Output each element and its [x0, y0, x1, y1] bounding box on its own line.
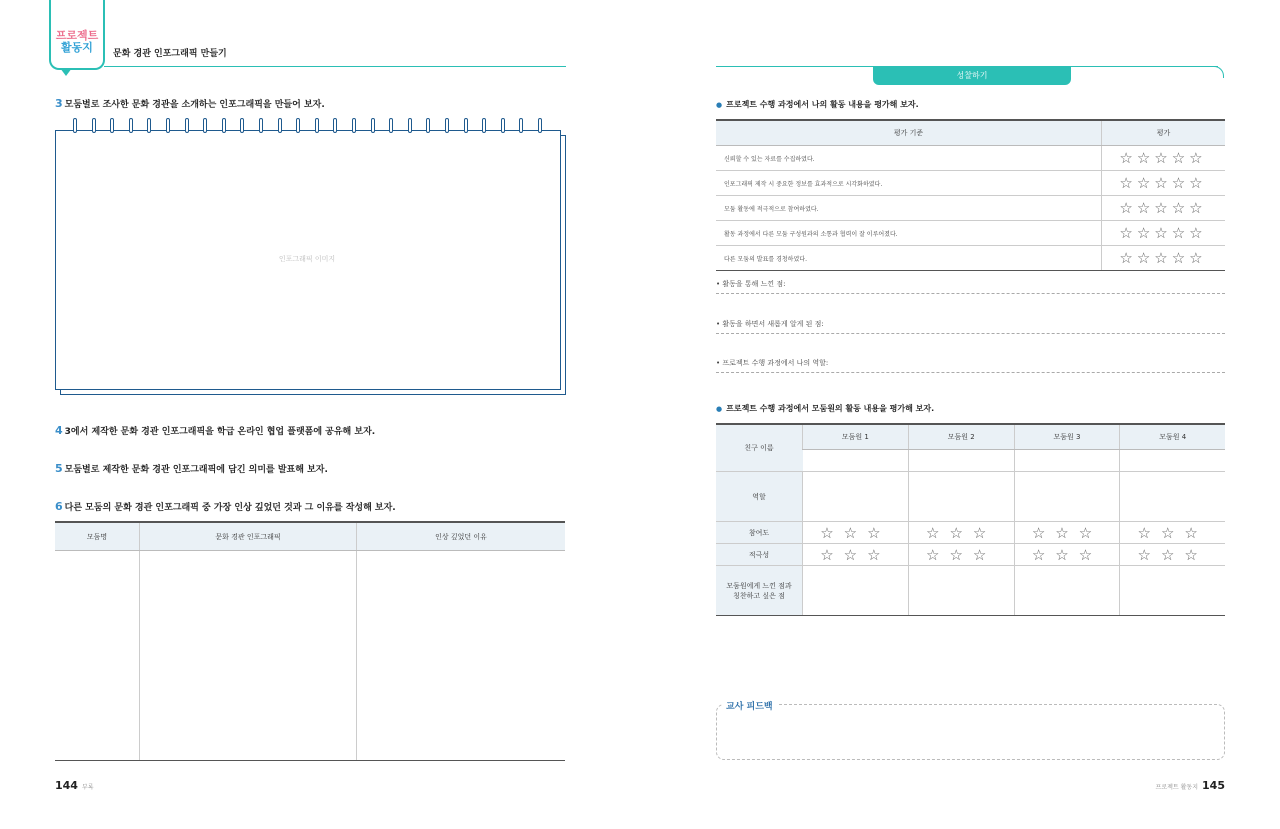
spiral-ring — [426, 118, 430, 133]
badge-tail — [60, 68, 72, 76]
notebook-placeholder: 인포그래픽 이미지 — [278, 255, 336, 263]
page-number-right-value: 145 — [1202, 779, 1225, 792]
badge-line1: 프로젝트 — [55, 29, 99, 42]
row-header-role: 역할 — [716, 472, 803, 522]
role-cell[interactable] — [908, 472, 1014, 522]
member-header-4: 모둠원 4 — [1120, 424, 1225, 450]
spiral-ring — [222, 118, 226, 133]
row-header-active: 적극성 — [716, 544, 803, 566]
criteria-row — [716, 146, 1225, 171]
friend-name-cell[interactable] — [1120, 450, 1225, 472]
criteria-text: 신뢰할 수 있는 자료를 수집하였다. — [716, 146, 1102, 171]
feedback-cell[interactable] — [908, 566, 1014, 616]
criteria-row — [716, 221, 1225, 246]
table6-cell-reason[interactable] — [357, 551, 566, 761]
teacher-feedback-title: 교사 피드백 — [722, 699, 777, 712]
spiral-ring — [203, 118, 207, 133]
question-6-number: 6 — [55, 500, 63, 513]
spiral-ring — [482, 118, 486, 133]
page-label-right: 프로젝트 활동지 — [1155, 784, 1199, 791]
participation-stars[interactable]: ☆☆☆ — [1120, 522, 1225, 544]
active-stars[interactable]: ☆☆☆ — [908, 544, 1014, 566]
spiral-ring — [185, 118, 189, 133]
question-6-text: 다른 모둠의 문화 경관 인포그래픽 중 가장 인상 깊었던 것과 그 이유를 작성해 보자. — [64, 503, 396, 513]
question-5-number: 5 — [55, 462, 63, 475]
active-stars[interactable]: ☆☆☆ — [1014, 544, 1120, 566]
table1-header-criteria: 평가 기준 — [716, 120, 1102, 146]
rating-stars[interactable]: ☆☆☆☆☆ — [1102, 196, 1226, 221]
active-stars[interactable]: ☆☆☆ — [1120, 544, 1225, 566]
table6-header-reason: 인상 깊었던 이유 — [357, 522, 566, 551]
spiral-ring — [92, 118, 96, 133]
participation-stars[interactable]: ☆☆☆ — [803, 522, 909, 544]
question-5 — [55, 462, 328, 475]
question-6 — [55, 500, 396, 513]
spiral-ring — [240, 118, 244, 133]
criteria-row — [716, 171, 1225, 196]
spiral-ring — [371, 118, 375, 133]
spiral-ring — [166, 118, 170, 133]
friend-name-cell[interactable] — [908, 450, 1014, 472]
feedback-cell[interactable] — [803, 566, 909, 616]
table1-header-rating: 평가 — [1102, 120, 1226, 146]
peer-evaluation-table — [716, 423, 1225, 616]
active-stars[interactable]: ☆☆☆ — [803, 544, 909, 566]
activity-badge — [49, 0, 105, 70]
spiral-ring — [315, 118, 319, 133]
row-header-feedback — [716, 566, 803, 616]
spiral-ring — [110, 118, 114, 133]
criteria-text: 인포그래픽 제작 시 중요한 정보를 효과적으로 시각화하였다. — [716, 171, 1102, 196]
page-number-right — [1156, 779, 1225, 792]
table6-header-infographic: 문화 경관 인포그래픽 — [140, 522, 357, 551]
spiral-ring — [129, 118, 133, 133]
question-3-number: 3 — [55, 97, 63, 110]
table6-cell-group[interactable] — [55, 551, 140, 761]
spiral-ring — [259, 118, 263, 133]
table6-header-group: 모둠명 — [55, 522, 140, 551]
member-header-3: 모둠원 3 — [1014, 424, 1120, 450]
table6-cell-infographic[interactable] — [140, 551, 357, 761]
question-3 — [55, 97, 325, 110]
criteria-row — [716, 246, 1225, 271]
question-4-text: 3에서 제작한 문화 경관 인포그래픽을 학급 온라인 협업 플랫폼에 공유해 보자. — [64, 427, 376, 437]
rating-stars[interactable]: ☆☆☆☆☆ — [1102, 171, 1226, 196]
spiral-ring — [445, 118, 449, 133]
feedback-cell[interactable] — [1014, 566, 1120, 616]
question-4-number: 4 — [55, 424, 63, 437]
spiral-ring — [73, 118, 77, 133]
header-divider — [104, 66, 566, 67]
feedback-cell[interactable] — [1120, 566, 1225, 616]
spiral-ring — [538, 118, 542, 133]
reflection-felt[interactable]: • 활동을 통해 느낀 점: — [716, 279, 1225, 294]
page-number-left-value: 144 — [55, 779, 78, 792]
spiral-ring — [352, 118, 356, 133]
role-cell[interactable] — [1120, 472, 1225, 522]
self-evaluation-table — [716, 119, 1225, 271]
member-header-2: 모둠원 2 — [908, 424, 1014, 450]
spiral-ring — [519, 118, 523, 133]
row-header-feedback-line2: 칭찬하고 싶은 점 — [733, 591, 785, 600]
role-cell[interactable] — [1014, 472, 1120, 522]
spiral-ring — [296, 118, 300, 133]
page-title: 문화 경관 인포그래픽 만들기 — [113, 49, 227, 59]
reflection-role[interactable]: • 프로젝트 수행 과정에서 나의 역할: — [716, 358, 1225, 373]
spiral-ring — [147, 118, 151, 133]
spiral-ring — [464, 118, 468, 133]
member-header-1: 모둠원 1 — [803, 424, 909, 450]
criteria-text: 모둠 활동에 적극적으로 참여하였다. — [716, 196, 1102, 221]
participation-stars[interactable]: ☆☆☆ — [908, 522, 1014, 544]
friend-name-cell[interactable] — [1014, 450, 1120, 472]
question-5-text: 모둠별로 제작한 문화 경관 인포그래픽에 담긴 의미를 발표해 보자. — [64, 465, 328, 475]
spiral-ring — [333, 118, 337, 133]
criteria-text: 활동 과정에서 다른 모둠 구성원과의 소통과 협력이 잘 이루어졌다. — [716, 221, 1102, 246]
page-number-left — [55, 779, 94, 792]
rating-stars[interactable]: ☆☆☆☆☆ — [1102, 146, 1226, 171]
question-3-text: 모둠별로 조사한 문화 경관을 소개하는 인포그래픽을 만들어 보자. — [64, 100, 325, 110]
row-header-feedback-line1: 모둠원에게 느낀 점과 — [726, 581, 792, 590]
badge-line2: 활동지 — [61, 41, 93, 54]
section-peer-evaluation: ● 프로젝트 수행 과정에서 모둠원의 활동 내용을 평가해 보자. — [716, 403, 934, 414]
criteria-text: 다른 모둠의 발표를 경청하였다. — [716, 246, 1102, 271]
spiral-ring — [501, 118, 505, 133]
page-label-left: 부록 — [81, 784, 94, 791]
spiral-ring — [389, 118, 393, 133]
participation-stars[interactable]: ☆☆☆ — [1014, 522, 1120, 544]
criteria-row — [716, 196, 1225, 221]
spiral-ring — [408, 118, 412, 133]
impression-table — [55, 521, 565, 761]
question-4 — [55, 424, 375, 437]
friend-name-cell[interactable] — [803, 450, 909, 472]
teacher-feedback-box[interactable] — [716, 704, 1225, 760]
rating-stars[interactable]: ☆☆☆☆☆ — [1102, 246, 1226, 271]
row-header-friend: 친구 이름 — [716, 424, 803, 472]
row-header-participation: 참여도 — [716, 522, 803, 544]
rating-stars[interactable]: ☆☆☆☆☆ — [1102, 221, 1226, 246]
right-header-corner — [1212, 66, 1224, 78]
reflection-learned[interactable]: • 활동을 하면서 새롭게 알게 된 점: — [716, 319, 1225, 334]
reflection-tab: 성찰하기 — [873, 66, 1071, 85]
section-self-evaluation: ● 프로젝트 수행 과정에서 나의 활동 내용을 평가해 보자. — [716, 99, 919, 110]
role-cell[interactable] — [803, 472, 909, 522]
spiral-ring — [278, 118, 282, 133]
